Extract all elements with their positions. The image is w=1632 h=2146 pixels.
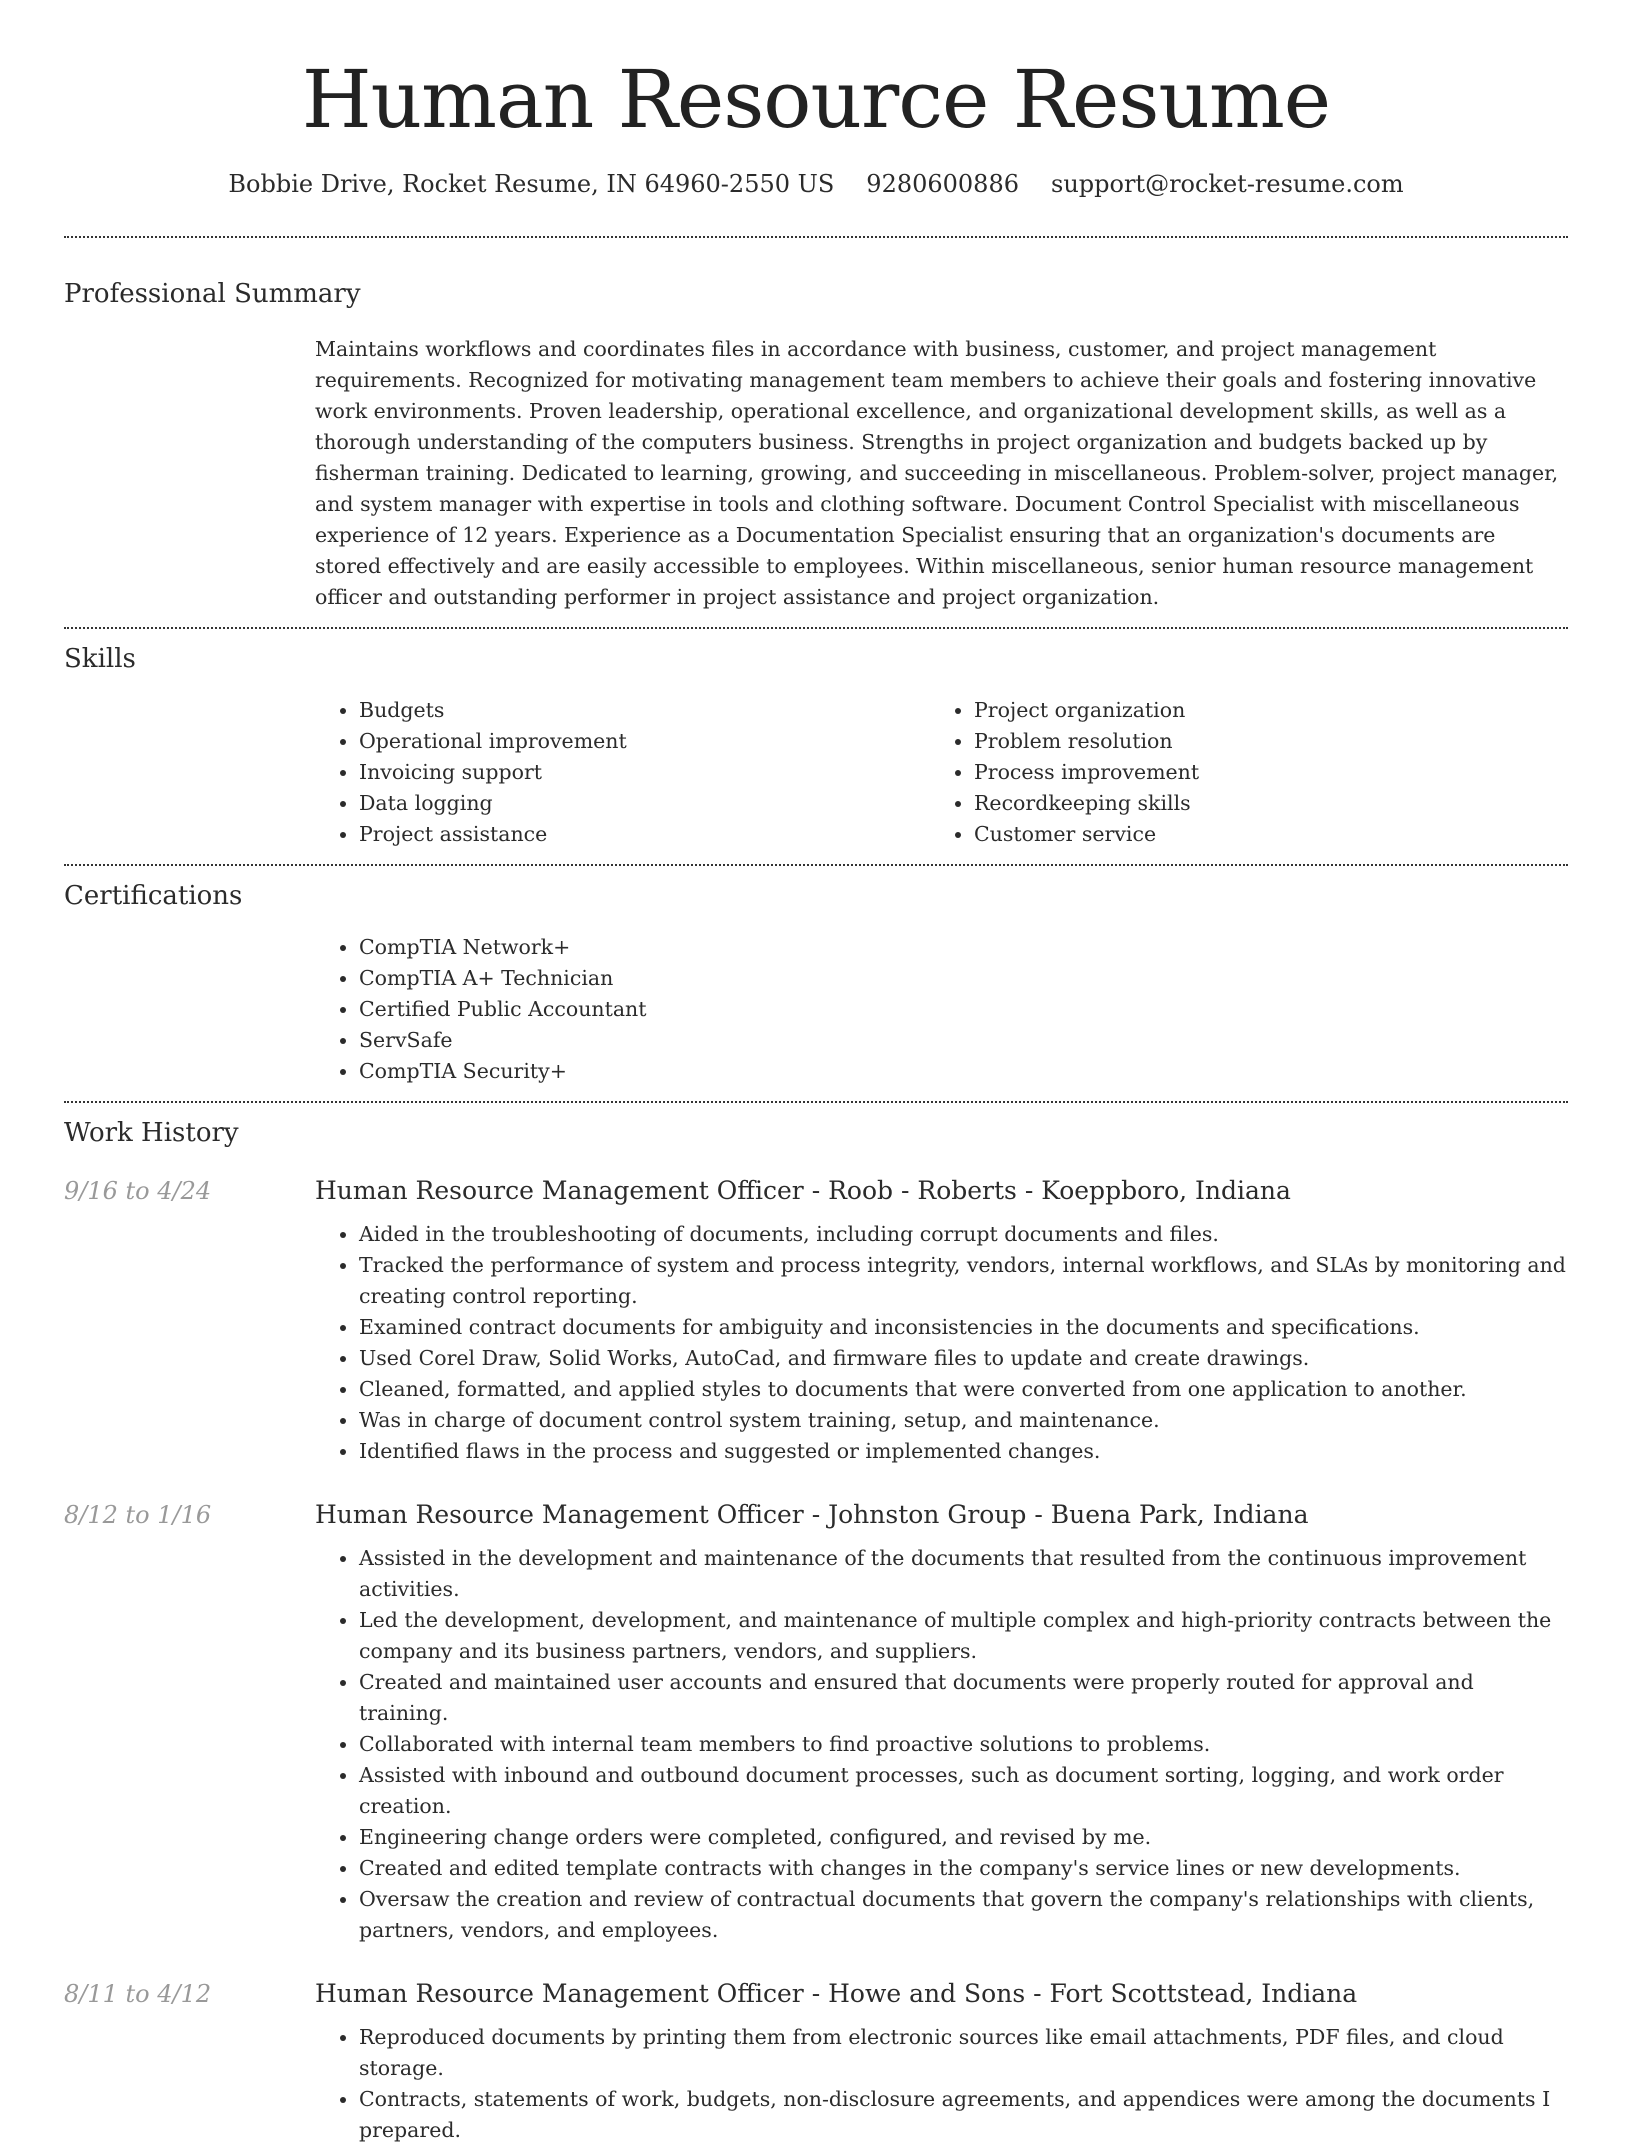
list-item: • Identified flaws in the process and suggested or implemented changes. xyxy=(359,1436,1568,1467)
list-item: • Contracts, statements of work, budgets, non-disclosure agreements, and appendices were among the documents I prepared. xyxy=(359,2084,1568,2146)
list-item: • Problem resolution xyxy=(974,726,1568,757)
job-bullets xyxy=(315,1219,1568,1467)
summary-section xyxy=(0,238,1632,613)
job-title: Human Resource Management Officer - Johnston Group - Buena Park, Indiana xyxy=(315,1500,1309,1529)
job-title: Human Resource Management Officer - Roob - Roberts - Koeppboro, Indiana xyxy=(315,1176,1291,1205)
list-item: • Examined contract documents for ambiguity and inconsistencies in the documents and specifications. xyxy=(359,1312,1568,1343)
job-dates: 9/16 to 4/24 xyxy=(64,1177,212,1205)
certifications-list xyxy=(315,932,1568,1087)
list-item: • Recordkeeping skills xyxy=(974,788,1568,819)
job-title: Human Resource Management Officer - Howe and Sons - Fort Scottstead, Indiana xyxy=(315,1979,1358,2008)
resume-title: Human Resource Resume xyxy=(301,53,1331,146)
list-item: • Created and maintained user accounts and ensured that documents were properly routed for approval and training. xyxy=(359,1667,1568,1729)
list-item: • Data logging xyxy=(359,788,930,819)
list-item: • Cleaned, formatted, and applied styles to documents that were converted from one application to another. xyxy=(359,1374,1568,1405)
list-item: • Project assistance xyxy=(359,819,930,850)
job-bullets xyxy=(315,1543,1568,1946)
certifications-section xyxy=(0,866,1632,1087)
skills-body xyxy=(315,695,1568,850)
list-item: • Created and edited template contracts with changes in the company's service lines or new developments. xyxy=(359,1853,1568,1884)
section-heading-certifications: Certifications xyxy=(64,881,243,911)
list-item: • Budgets xyxy=(359,695,930,726)
job-details xyxy=(315,1976,1568,2146)
summary-text: Maintains workflows and coordinates files in accordance with business, customer, and project management requirements. Recognized for motivating management team members to achieve their goals and fostering innovative work environments. Proven leadership, operational excellence, and organizational development skills, as well as a thorough understanding of the computers business. Strengths in project organization and budgets backed up by fisherman training. Dedicated to learning, growing, and succeeding in miscellaneous. Problem-solver, project manager, and system manager with expertise in tools and clothing software. Document Control Specialist with miscellaneous experience of 12 years. Experience as a Documentation Specialist ensuring that an organization's documents are stored effectively and are easily accessible to employees. Within miscellaneous, senior human resource management officer and outstanding performer in project assistance and project organization. xyxy=(315,337,1559,609)
list-item: • Tracked the performance of system and process integrity, vendors, internal workflows, and SLAs by monitoring and creating control reporting. xyxy=(359,1250,1568,1312)
section-heading-work-history: Work History xyxy=(64,1118,239,1148)
list-item: • Project organization xyxy=(974,695,1568,726)
contact-phone: 9280600886 xyxy=(866,170,1019,198)
contact-address: Bobbie Drive, Rocket Resume, IN 64960-2550 US xyxy=(228,170,835,198)
summary-body xyxy=(315,334,1568,613)
list-item: • ServSafe xyxy=(359,1025,1568,1056)
job-details xyxy=(315,1497,1568,1946)
list-item: • CompTIA Network+ xyxy=(359,932,1568,963)
contact-email: support@rocket-resume.com xyxy=(1051,170,1404,198)
resume-header xyxy=(0,0,1632,198)
job-dates: 8/12 to 1/16 xyxy=(64,1501,212,1529)
job-entry xyxy=(64,1976,1568,2146)
job-details xyxy=(315,1173,1568,1467)
section-heading-summary: Professional Summary xyxy=(64,279,361,309)
job-bullets xyxy=(315,2022,1568,2146)
list-item: • Assisted with inbound and outbound document processes, such as document sorting, logging, and work order creation. xyxy=(359,1760,1568,1822)
list-item: • Aided in the troubleshooting of documents, including corrupt documents and files. xyxy=(359,1219,1568,1250)
work-history-section xyxy=(0,1103,1632,2146)
list-item: • CompTIA Security+ xyxy=(359,1056,1568,1087)
list-item: • Reproduced documents by printing them from electronic sources like email attachments, PDF files, and cloud storage. xyxy=(359,2022,1568,2084)
skills-list-left xyxy=(315,695,930,850)
list-item: • Customer service xyxy=(974,819,1568,850)
list-item: • Engineering change orders were completed, configured, and revised by me. xyxy=(359,1822,1568,1853)
job-dates: 8/11 to 4/12 xyxy=(64,1980,212,2008)
contact-line xyxy=(0,170,1632,198)
list-item: • Collaborated with internal team members to find proactive solutions to problems. xyxy=(359,1729,1568,1760)
list-item: • Certified Public Accountant xyxy=(359,994,1568,1025)
list-item: • Assisted in the development and maintenance of the documents that resulted from the continuous improvement activities. xyxy=(359,1543,1568,1605)
list-item: • Led the development, development, and maintenance of multiple complex and high-priority contracts between the company and its business partners, vendors, and suppliers. xyxy=(359,1605,1568,1667)
skills-list-right xyxy=(930,695,1568,850)
list-item: • Operational improvement xyxy=(359,726,930,757)
skills-section xyxy=(0,629,1632,850)
certifications-body xyxy=(315,932,1568,1087)
list-item: • Process improvement xyxy=(974,757,1568,788)
list-item: • Oversaw the creation and review of contractual documents that govern the company's relationships with clients, partners, vendors, and employees. xyxy=(359,1884,1568,1946)
skills-grid xyxy=(315,695,1568,850)
job-entry xyxy=(64,1173,1568,1467)
job-entry xyxy=(64,1497,1568,1946)
list-item: • CompTIA A+ Technician xyxy=(359,963,1568,994)
list-item: • Used Corel Draw, Solid Works, AutoCad, and firmware files to update and create drawings. xyxy=(359,1343,1568,1374)
list-item: • Was in charge of document control system training, setup, and maintenance. xyxy=(359,1405,1568,1436)
list-item: • Invoicing support xyxy=(359,757,930,788)
section-heading-skills: Skills xyxy=(64,644,136,674)
